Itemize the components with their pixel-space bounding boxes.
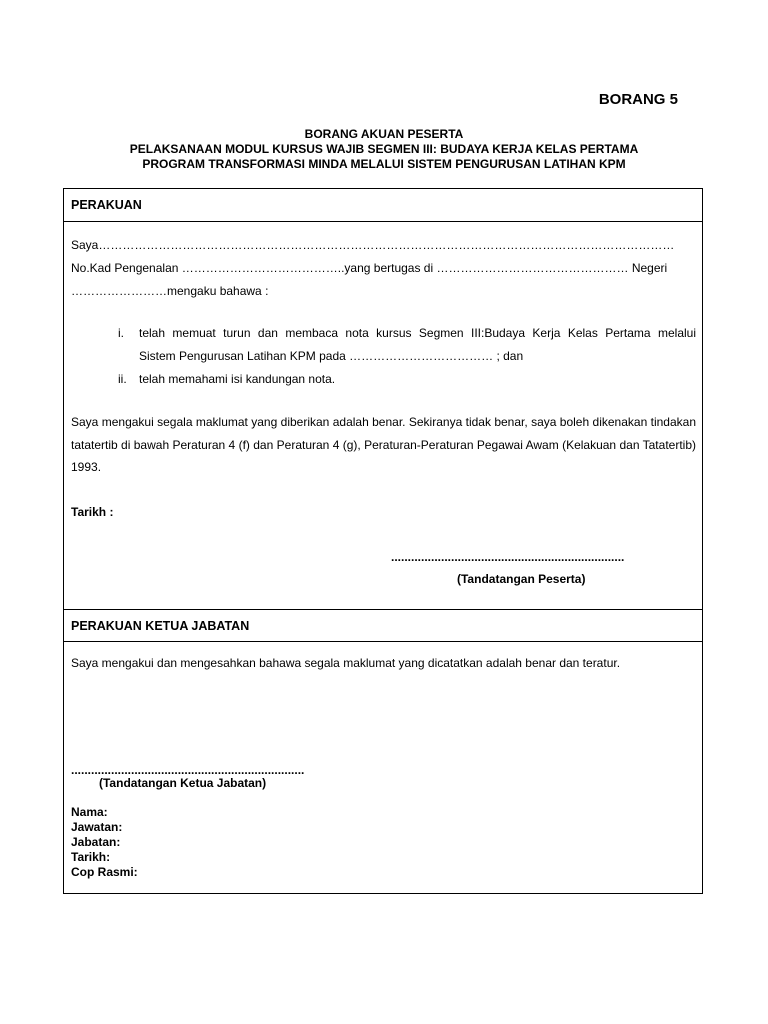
item-1-line-2: Sistem Pengurusan Latihan KPM pada ……………………………… ; dan: [139, 349, 524, 363]
field-cop-rasmi: Cop Rasmi:: [71, 865, 138, 879]
date-label: Tarikh :: [71, 505, 114, 519]
negeri-line: ……………………mengaku bahawa :: [71, 284, 269, 298]
item-2-text: telah memahami isi kandungan nota.: [139, 372, 336, 386]
saya-line: Saya………………………………………………………………………………………………………………………………: [71, 238, 675, 252]
field-nama: Nama:: [71, 805, 108, 819]
item-2-number: ii.: [118, 372, 127, 386]
head-signature-line: ......................................................................: [71, 763, 305, 777]
heading-module: PELAKSANAAN MODUL KURSUS WAJIB SEGMEN III: BUDAYA KERJA KELAS PERTAMA: [129, 142, 639, 156]
field-tarikh: Tarikh:: [71, 850, 111, 864]
heading-title: BORANG AKUAN PESERTA: [304, 127, 464, 141]
head-signature-label: (Tandatangan Ketua Jabatan): [99, 776, 267, 790]
declaration-paragraph: Saya mengakui segala maklumat yang diberikan adalah benar. Sekiranya tidak benar, saya boleh dikenakan tindakan tatatertib di bawah Peraturan 4 (f) dan Peraturan 4 (g), Peraturan-Peraturan Pegawai Awam (Kelakuan dan Tatatertib) 1993.: [71, 415, 696, 474]
item-1-number: i.: [118, 326, 124, 340]
head-statement: Saya mengakui dan mengesahkan bahawa segala maklumat yang dicatatkan adalah benar dan teratur.: [71, 656, 621, 670]
field-jawatan: Jawatan:: [71, 820, 123, 834]
perakuan-ketua-header: PERAKUAN KETUA JABATAN: [64, 609, 702, 642]
perakuan-header: PERAKUAN: [64, 189, 702, 222]
form-code: BORANG 5: [598, 91, 678, 108]
heading-program: PROGRAM TRANSFORMASI MINDA MELALUI SISTEM PENGURUSAN LATIHAN KPM: [142, 157, 626, 171]
participant-signature-label: (Tandatangan Peserta): [457, 572, 586, 586]
ic-number-line: No.Kad Pengenalan …………………………………..yang bertugas di ………………………………………… Negeri: [71, 261, 668, 275]
field-jabatan: Jabatan:: [71, 835, 121, 849]
participant-signature-line: ......................................................................: [391, 550, 625, 564]
item-1-line-1: telah memuat turun dan membaca nota kursus Segmen III:Budaya Kerja Kelas Pertama melalui: [139, 326, 696, 340]
form-heading: [0, 127, 768, 172]
form-box: [63, 188, 703, 894]
